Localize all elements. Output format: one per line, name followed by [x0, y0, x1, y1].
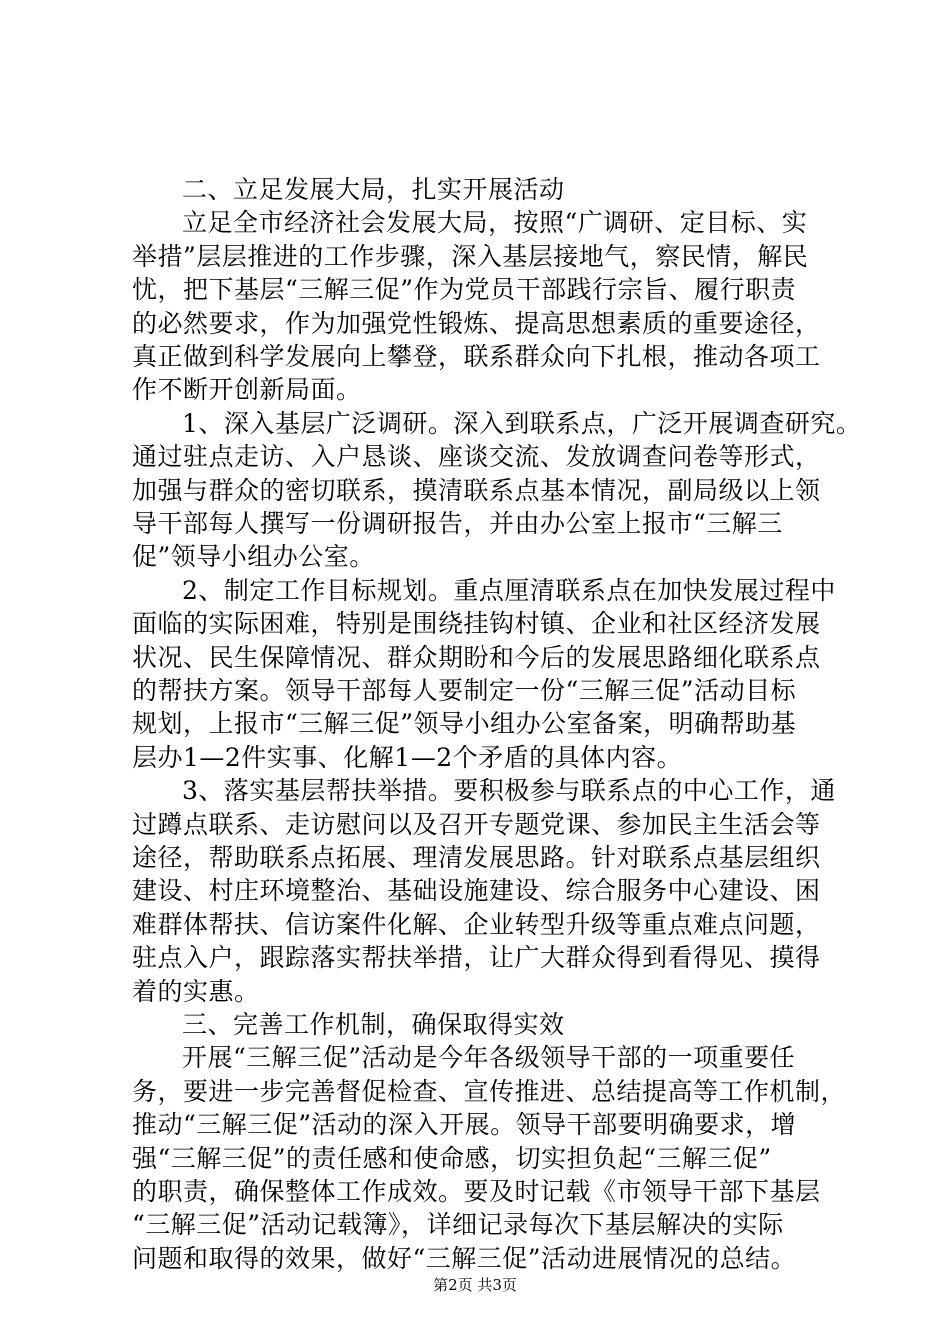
text-line: 难群体帮扶、信访案件化解、企业转型升级等重点难点问题， — [132, 909, 821, 939]
text-line: 立足全市经济社会发展大局，按照“广调研、定目标、实 — [182, 208, 808, 238]
text-line: 2、制定工作目标规划。重点厘清联系点在加快发展过程中 — [182, 575, 836, 605]
text-line: 的帮扶方案。领导干部每人要制定一份“三解三促”活动目标 — [132, 676, 797, 705]
text-line: “三解三促”活动记载簿》，详细记录每次下基层解决的实际 — [132, 1210, 784, 1240]
text-line: 规划，上报市“三解三促”领导小组办公室备案，明确帮助基 — [132, 709, 797, 739]
text-line: 建设、村庄环境整治、基础设施建设、综合服务中心建设、困 — [132, 876, 821, 906]
text-line: 的必然要求，作为加强党性锻炼、提高思想素质的重要途径， — [132, 308, 821, 338]
text-line: 的职责，确保整体工作成效。要及时记载《市领导干部下基层 — [132, 1177, 821, 1206]
text-line: 面临的实际困难，特别是围绕挂钩村镇、企业和社区经济发展 — [132, 609, 821, 639]
text-line: 忧，把下基层“三解三促”作为党员干部践行宗旨、履行职责 — [132, 275, 797, 305]
text-line: 加强与群众的密切联系，摸清联系点基本情况，副局级以上领 — [132, 475, 821, 505]
section-heading: 三、完善工作机制，确保取得实效 — [182, 1010, 565, 1039]
page-footer: 第2页 共3页 — [433, 1276, 517, 1294]
text-line: 真正做到科学发展向上攀登，联系群众向下扎根，推动各项工 — [132, 342, 821, 371]
text-line: 着的实惠。 — [132, 976, 260, 1006]
text-line: 作不断开创新局面。 — [132, 375, 362, 405]
section-heading: 二、立足发展大局，扎实开展活动 — [182, 175, 565, 204]
text-line: 1、深入基层广泛调研。深入到联系点，广泛开展调查研究。 — [182, 408, 862, 438]
text-line: 强“三解三促”的责任感和使命感，切实担负起“三解三促” — [132, 1143, 772, 1173]
text-line: 开展“三解三促”活动是今年各级领导干部的一项重要任 — [182, 1043, 796, 1073]
text-line: 问题和取得的效果，做好“三解三促”活动进展情况的总结。 — [132, 1243, 797, 1273]
text-line: 举措”层层推进的工作步骤，深入基层接地气，察民情，解民 — [132, 241, 809, 271]
text-line: 途径，帮助联系点拓展、理清发展思路。针对联系点基层组织 — [132, 843, 821, 872]
text-line: 状况、民生保障情况、群众期盼和今后的发展思路细化联系点 — [132, 642, 821, 672]
text-line: 导干部每人撰写一份调研报告，并由办公室上报市“三解三 — [132, 509, 783, 538]
text-line: 过蹲点联系、走访慰问以及召开专题党课、参加民主生活会等 — [132, 809, 821, 839]
text-line: 3、落实基层帮扶举措。要积极参与联系点的中心工作，通 — [182, 776, 836, 806]
text-line: 推动“三解三促”活动的深入开展。领导干部要明确要求，增 — [132, 1110, 797, 1140]
text-line: 通过驻点走访、入户恳谈、座谈交流、发放调查问卷等形式， — [132, 442, 821, 472]
text-line: 层办1—2件实事、化解1—2个矛盾的具体内容。 — [132, 742, 683, 772]
text-line: 驻点入户，跟踪落实帮扶举措，让广大群众得到看得见、摸得 — [132, 943, 821, 973]
text-line: 务，要进一步完善督促检查、宣传推进、总结提高等工作机制， — [132, 1076, 847, 1106]
text-line: 促”领导小组办公室。 — [132, 542, 375, 572]
